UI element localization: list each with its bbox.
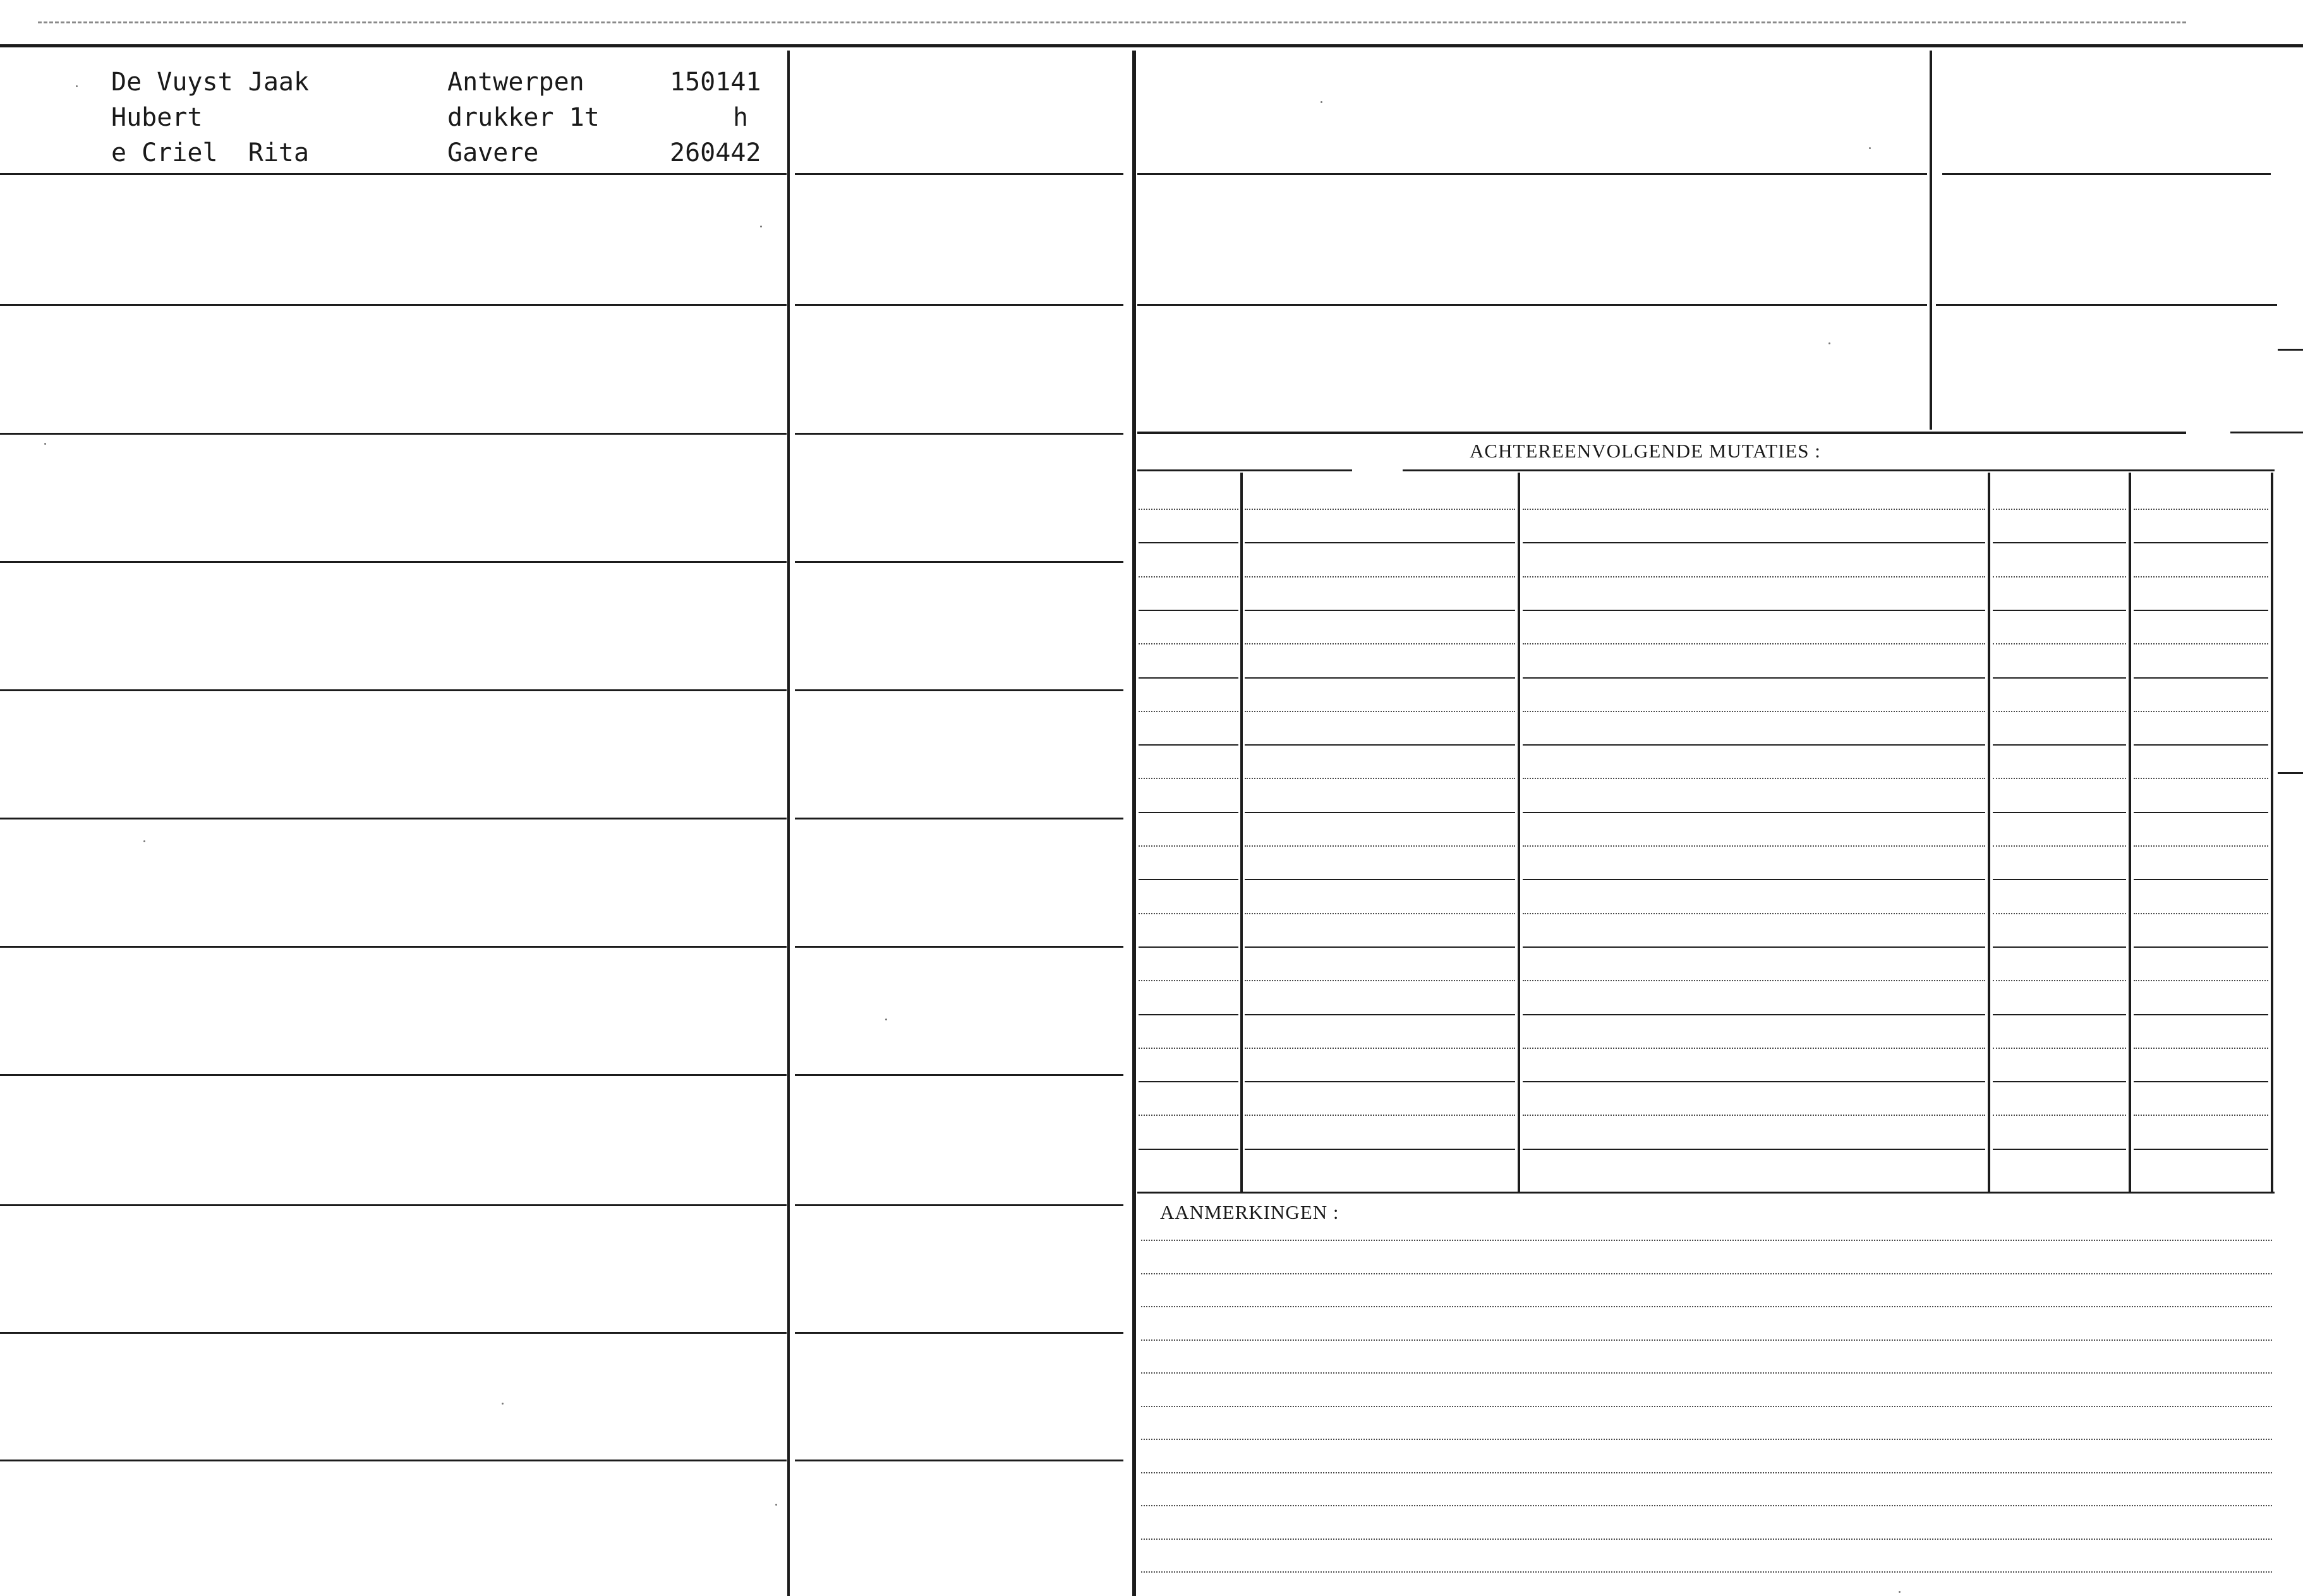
table-rule (1993, 913, 2126, 914)
table-rule (1245, 1149, 1515, 1150)
remark-line (1141, 1339, 2272, 1341)
table-rule (1139, 576, 1238, 577)
row-line (795, 1460, 1123, 1461)
remark-line (1141, 1472, 2272, 1473)
table-rule (2134, 1149, 2268, 1150)
remark-line (1141, 1439, 2272, 1440)
table-rule (1523, 744, 1985, 746)
table-rule (1523, 778, 1985, 779)
remark-line (1141, 1306, 2272, 1307)
entry-place-line2: drukker 1t (447, 103, 600, 132)
table-column-line (1240, 473, 1243, 1192)
table-rule (1523, 509, 1985, 510)
row-line (795, 946, 1123, 948)
scan-speck (76, 85, 78, 87)
table-header-line (1403, 469, 2275, 471)
table-rule (1139, 677, 1238, 679)
table-rule (1139, 1014, 1238, 1015)
table-rule (1245, 576, 1515, 577)
table-rule (2134, 542, 2268, 543)
table-rule (1245, 1115, 1515, 1116)
table-rule (1993, 711, 2126, 712)
table-column-line (2271, 473, 2273, 1192)
table-rule (1993, 576, 2126, 577)
table-rule (2134, 677, 2268, 679)
table-rule (1523, 1014, 1985, 1015)
scan-speck (775, 1504, 777, 1506)
table-rule (1139, 913, 1238, 914)
table-rule (2134, 879, 2268, 880)
table-rule (1139, 711, 1238, 712)
table-rule (1523, 711, 1985, 712)
table-rule (1245, 610, 1515, 611)
table-rule (1245, 778, 1515, 779)
row-line (795, 689, 1123, 691)
table-rule (1245, 1014, 1515, 1015)
table-column-line (2129, 473, 2131, 1192)
table-rule (1523, 879, 1985, 880)
remark-line (1141, 1539, 2272, 1540)
table-rule (2134, 1115, 2268, 1116)
row-line (1936, 304, 2277, 306)
table-rule (1523, 643, 1985, 644)
margin-tick (2278, 349, 2303, 351)
table-rule (1245, 879, 1515, 880)
section-top-border (1137, 432, 2186, 434)
table-rule (1523, 1149, 1985, 1150)
scan-speck (502, 1403, 504, 1405)
table-rule (2134, 845, 2268, 847)
table-rule (1523, 845, 1985, 847)
table-rule (1523, 980, 1985, 981)
table-rule (1245, 1048, 1515, 1049)
table-rule (1993, 509, 2126, 510)
table-rule (1523, 1081, 1985, 1082)
table-rule (2134, 576, 2268, 577)
row-line (0, 561, 787, 563)
row-line (795, 818, 1123, 819)
table-rule (1993, 610, 2126, 611)
margin-tick (2278, 772, 2303, 774)
table-rule (1139, 643, 1238, 644)
row-line (795, 1204, 1123, 1206)
remark-line (1141, 1240, 2272, 1241)
table-rule (1245, 1081, 1515, 1082)
table-rule (1993, 542, 2126, 543)
table-rule (1523, 1048, 1985, 1049)
table-rule (2134, 946, 2268, 948)
main-divider (1132, 51, 1136, 1596)
table-rule (1139, 744, 1238, 746)
table-rule (1523, 1115, 1985, 1116)
table-rule (1993, 946, 2126, 948)
table-rule (1245, 744, 1515, 746)
row-line (795, 433, 1123, 435)
scan-speck (1869, 147, 1871, 149)
table-rule (1245, 812, 1515, 813)
entry-date-line2: h (733, 103, 749, 132)
table-rule (1139, 1081, 1238, 1082)
row-line (1137, 304, 1927, 306)
table-rule (1523, 576, 1985, 577)
entry-name-line1: De Vuyst Jaak (111, 68, 310, 97)
row-line (0, 433, 787, 435)
table-rule (2134, 711, 2268, 712)
table-rule (2134, 643, 2268, 644)
table-rule (2134, 1048, 2268, 1049)
table-rule (1993, 845, 2126, 847)
row-line (0, 946, 787, 948)
table-rule (1139, 509, 1238, 510)
table-rule (1993, 744, 2126, 746)
table-rule (2134, 1014, 2268, 1015)
mutations-heading: ACHTEREENVOLGENDE MUTATIES : (1470, 440, 1821, 462)
entry-date-line3: 260442 (670, 138, 761, 167)
table-rule (1245, 643, 1515, 644)
scan-speck (143, 840, 145, 842)
table-rule (2134, 913, 2268, 914)
table-rule (1523, 542, 1985, 543)
remark-line (1141, 1406, 2272, 1407)
row-line (0, 1460, 787, 1461)
table-header-line (1137, 469, 1352, 471)
table-rule (1139, 845, 1238, 847)
top-border (0, 44, 2303, 47)
table-rule (2134, 778, 2268, 779)
table-rule (1245, 980, 1515, 981)
table-rule (2134, 1081, 2268, 1082)
table-rule (1523, 812, 1985, 813)
table-rule (1993, 1081, 2126, 1082)
entry-place-line3: Gavere (447, 138, 539, 167)
row-line (795, 1332, 1123, 1334)
row-line (0, 1074, 787, 1076)
scan-speck (1321, 101, 1322, 103)
table-rule (1245, 913, 1515, 914)
table-rule (1993, 1115, 2126, 1116)
table-rule (1993, 677, 2126, 679)
table-rule (1523, 610, 1985, 611)
row-line (795, 561, 1123, 563)
table-rule (1993, 778, 2126, 779)
row-line (795, 173, 1123, 175)
remark-line (1141, 1273, 2272, 1274)
table-rule (1245, 677, 1515, 679)
table-column-line (1988, 473, 1990, 1192)
table-rule (1139, 946, 1238, 948)
table-column-line (1518, 473, 1520, 1192)
entry-place-line1: Antwerpen (447, 68, 584, 97)
remark-line (1141, 1505, 2272, 1506)
table-rule (1245, 711, 1515, 712)
table-rule (2134, 980, 2268, 981)
table-rule (1993, 879, 2126, 880)
row-line (0, 818, 787, 819)
entry-name-line2: Hubert (111, 103, 203, 132)
row-line (1137, 173, 1927, 175)
column-divider (787, 51, 790, 1596)
table-rule (1139, 610, 1238, 611)
table-rule (1139, 1048, 1238, 1049)
table-rule (1523, 946, 1985, 948)
margin-tick (2230, 432, 2303, 433)
table-rule (2134, 610, 2268, 611)
table-rule (1523, 913, 1985, 914)
table-rule (1993, 980, 2126, 981)
table-rule (1993, 812, 2126, 813)
table-rule (1139, 1149, 1238, 1150)
scan-speck (1828, 342, 1830, 344)
remarks-heading: AANMERKINGEN : (1160, 1201, 1339, 1223)
scan-speck (885, 1019, 887, 1020)
table-rule (1139, 812, 1238, 813)
table-bottom-border (1137, 1192, 2275, 1194)
table-rule (1139, 879, 1238, 880)
row-line (0, 689, 787, 691)
row-line (0, 1204, 787, 1206)
table-rule (1139, 1115, 1238, 1116)
remark-line (1141, 1372, 2272, 1374)
scan-edge-noise (38, 21, 2186, 23)
table-rule (1993, 1149, 2126, 1150)
table-rule (2134, 744, 2268, 746)
row-line (1942, 173, 2271, 175)
column-divider (1930, 51, 1932, 430)
table-rule (1139, 980, 1238, 981)
scan-speck (44, 443, 46, 445)
table-rule (1245, 845, 1515, 847)
remark-line (1141, 1571, 2272, 1573)
scan-speck (1899, 1591, 1901, 1593)
table-rule (1993, 1014, 2126, 1015)
table-rule (2134, 812, 2268, 813)
table-rule (1993, 643, 2126, 644)
row-line (0, 173, 787, 175)
row-line (0, 304, 787, 306)
table-rule (1993, 1048, 2126, 1049)
row-line (795, 304, 1123, 306)
table-rule (2134, 509, 2268, 510)
row-line (0, 1332, 787, 1334)
table-rule (1245, 946, 1515, 948)
table-rule (1245, 542, 1515, 543)
row-line (795, 1074, 1123, 1076)
table-rule (1245, 509, 1515, 510)
entry-name-line3: e Criel Rita (111, 138, 310, 167)
table-rule (1523, 677, 1985, 679)
scan-speck (760, 226, 762, 227)
table-rule (1139, 542, 1238, 543)
entry-date-line1: 150141 (670, 68, 761, 97)
table-rule (1139, 778, 1238, 779)
